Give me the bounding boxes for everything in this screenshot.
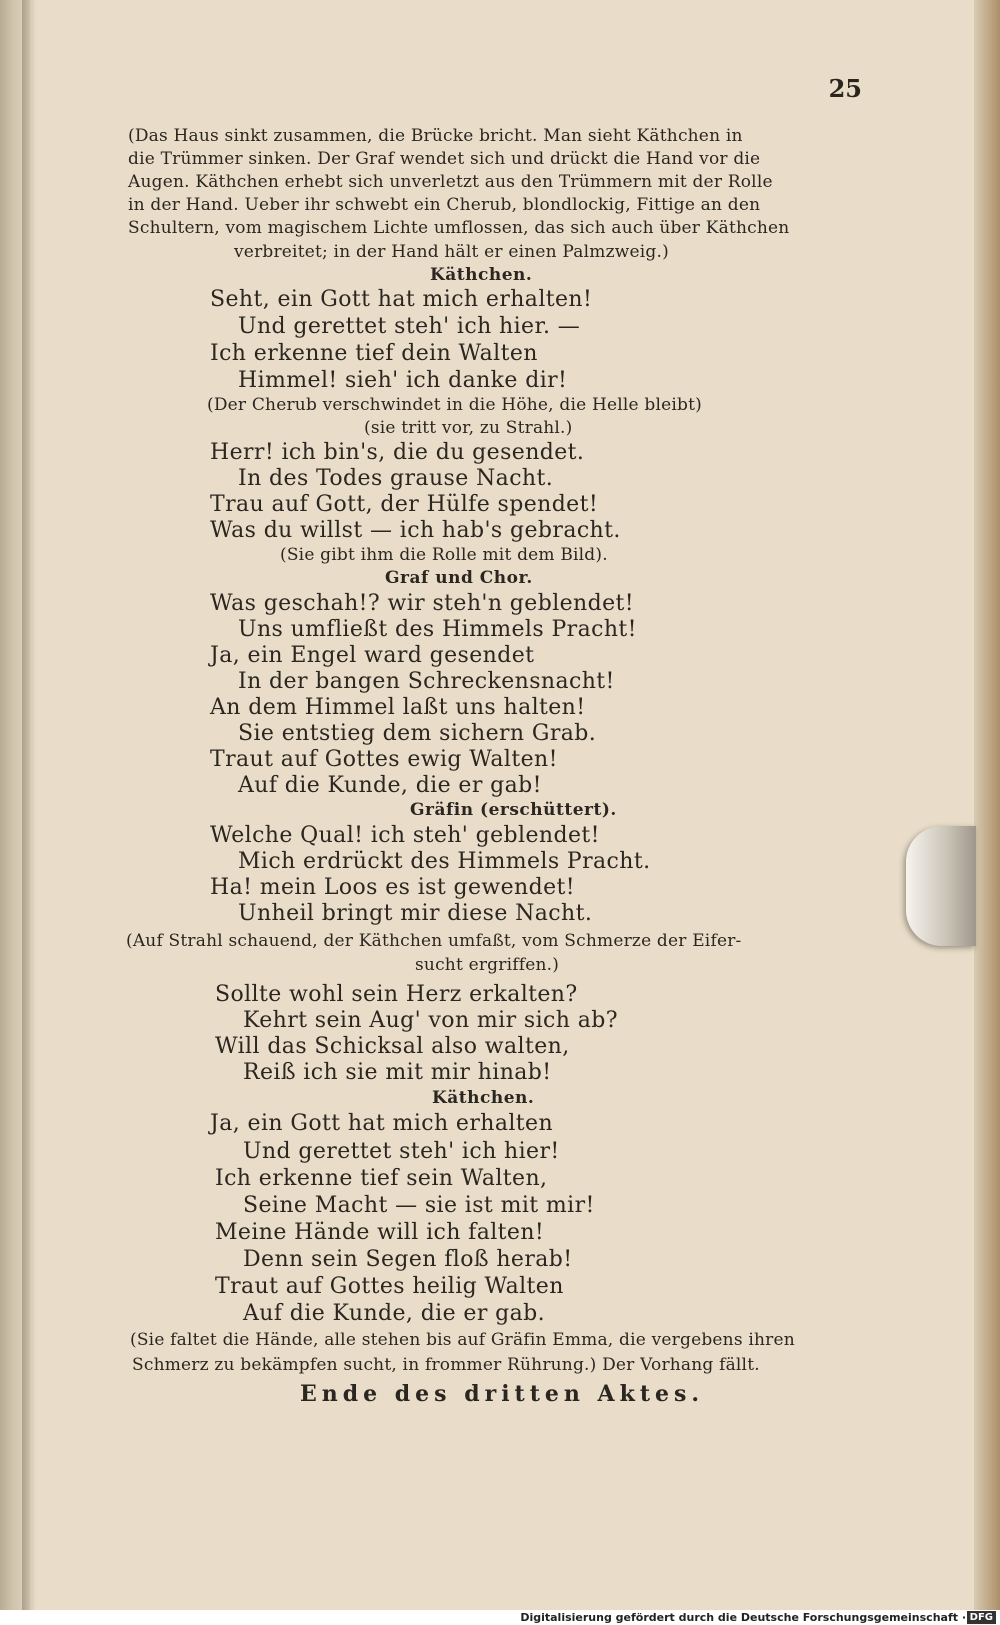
speaker-label: Gräfin (erschüttert). [410,800,617,820]
verse-line: Will das Schicksal also walten, [215,1034,570,1059]
verse-line: In des Todes grause Nacht. [238,466,554,491]
verse-line: Kehrt sein Aug' von mir sich ab? [243,1008,618,1033]
verse-line: Welche Qual! ich steh' geblendet! [210,823,600,848]
verse-line: Sollte wohl sein Herz erkalten? [215,982,578,1007]
stage-direction: (Das Haus sinkt zusammen, die Brücke bricht. Man sieht Käthchen in [128,126,743,146]
verse-line: Seht, ein Gott hat mich erhalten! [210,287,593,312]
verse-line: Ich erkenne tief dein Walten [210,341,538,366]
stage-direction: (Sie faltet die Hände, alle stehen bis auf Gräfin Emma, die vergebens ihren [130,1330,795,1350]
verse-line: Traut auf Gottes ewig Walten! [210,747,558,772]
verse-line: Ich erkenne tief sein Walten, [215,1166,548,1191]
verse-line: Himmel! sieh' ich danke dir! [238,368,568,393]
verse-line: Ja, ein Gott hat mich erhalten [210,1111,554,1136]
verse-line: In der bangen Schreckensnacht! [238,669,615,694]
footer-text: Digitalisierung gefördert durch die Deutsche Forschungsgemeinschaft · [520,1611,966,1624]
stage-direction: (Auf Strahl schauend, der Käthchen umfaßt, vom Schmerze der Eifer- [126,931,742,951]
stage-direction: (sie tritt vor, zu Strahl.) [364,418,573,438]
stage-direction: Augen. Käthchen erhebt sich unverletzt aus den Trümmern mit der Rolle [128,172,773,192]
verse-line: Meine Hände will ich falten! [215,1220,545,1245]
verse-line: Sie entstieg dem sichern Grab. [238,721,597,746]
dfg-logo: DFG [967,1611,996,1624]
stage-direction: verbreitet; in der Hand hält er einen Palmzweig.) [234,242,669,262]
verse-line: Unheil bringt mir diese Nacht. [238,901,593,926]
verse-line: Traut auf Gottes heilig Walten [215,1274,564,1299]
stage-direction: in der Hand. Ueber ihr schwebt ein Cherub, blondlockig, Fittige an den [128,195,761,215]
verse-line: Auf die Kunde, die er gab. [243,1301,546,1326]
act-end-line: Ende des dritten Aktes. [300,1381,705,1407]
verse-line: An dem Himmel laßt uns halten! [210,695,586,720]
stage-direction: Schultern, vom magischem Lichte umflossen, das sich auch über Käthchen [128,218,790,238]
verse-line: Und gerettet steh' ich hier. — [238,314,581,339]
verse-line: Uns umfließt des Himmels Pracht! [238,617,637,642]
verse-line: Ha! mein Loos es ist gewendet! [210,875,575,900]
stage-direction: die Trümmer sinken. Der Graf wendet sich und drückt die Hand vor die [128,149,761,169]
speaker-label: Käthchen. [432,1088,535,1108]
stage-direction: Schmerz zu bekämpfen sucht, in frommer Rührung.) Der Vorhang fällt. [132,1355,760,1375]
speaker-label: Graf und Chor. [385,568,533,588]
gutter-shadow [22,0,36,1610]
stage-direction: (Der Cherub verschwindet in die Höhe, die Helle bleibt) [207,395,702,415]
verse-line: Und gerettet steh' ich hier! [243,1139,560,1164]
page-clip [906,826,976,946]
stage-direction: sucht ergriffen.) [415,955,560,975]
verse-line: Seine Macht — sie ist mit mir! [243,1193,595,1218]
verse-line: Herr! ich bin's, die du gesendet. [210,440,585,465]
page-number: 25 [828,74,862,103]
verse-line: Denn sein Segen floß herab! [243,1247,573,1272]
digitization-footer [0,1610,1000,1625]
speaker-label: Käthchen. [430,265,533,285]
page-edge [974,0,1000,1610]
stage-direction: (Sie gibt ihm die Rolle mit dem Bild). [280,545,608,565]
verse-line: Ja, ein Engel ward gesendet [210,643,535,668]
verse-line: Auf die Kunde, die er gab! [238,773,542,798]
verse-line: Trau auf Gott, der Hülfe spendet! [210,492,599,517]
verse-line: Was du willst — ich hab's gebracht. [210,518,621,543]
verse-line: Was geschah!? wir steh'n geblendet! [210,591,634,616]
verse-line: Mich erdrückt des Himmels Pracht. [238,849,651,874]
verse-line: Reiß ich sie mit mir hinab! [243,1060,552,1085]
